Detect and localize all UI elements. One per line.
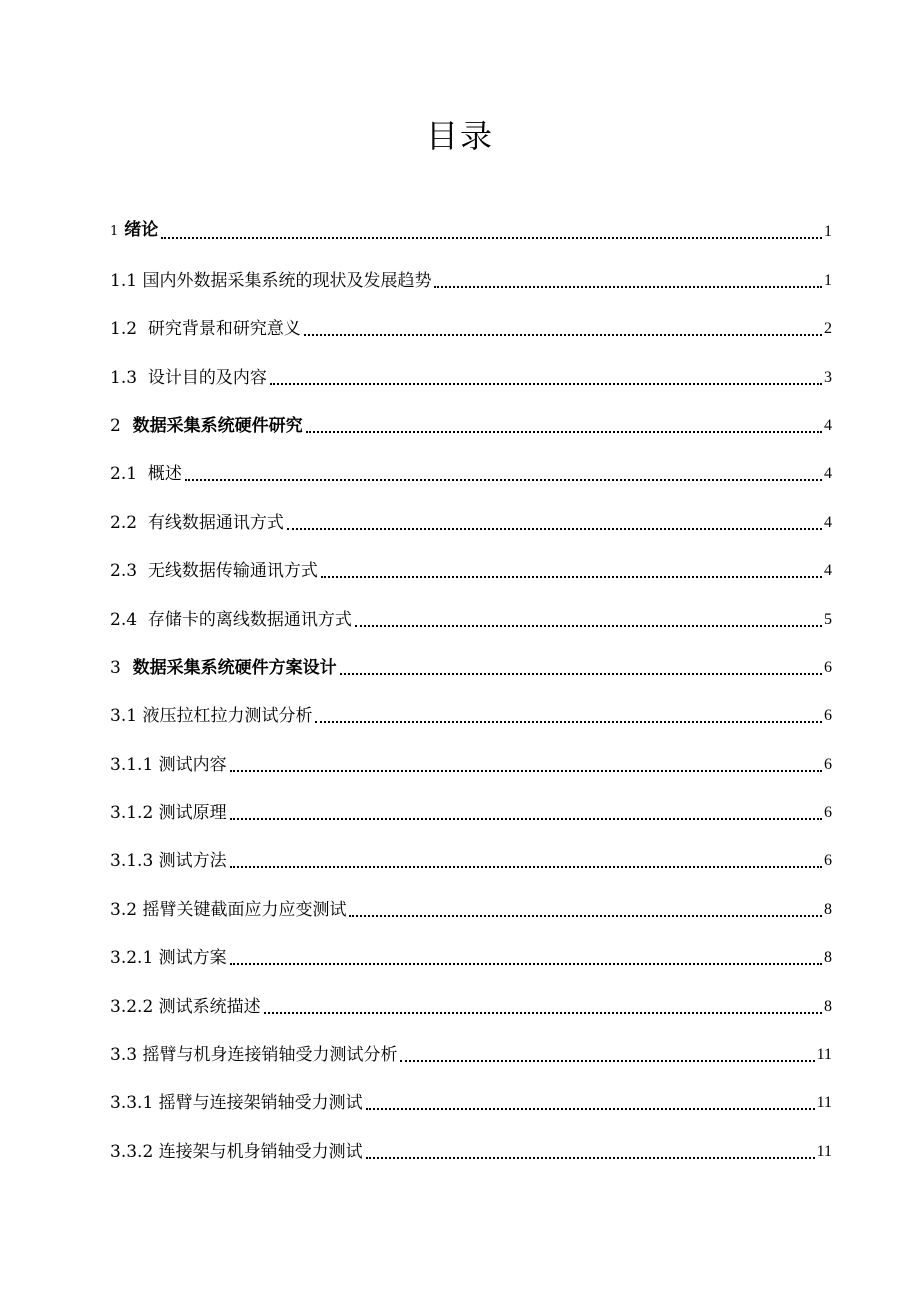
dot-leader xyxy=(230,963,822,965)
toc-entry[interactable] xyxy=(110,1023,832,1071)
toc-entry[interactable] xyxy=(110,200,832,248)
toc-entry-label xyxy=(110,269,431,297)
toc-entry-label xyxy=(110,608,352,636)
toc-entry-label xyxy=(110,414,303,442)
toc-entry-text: 测试系统描述 xyxy=(158,996,261,1017)
toc-entry-number: 3.3.1 xyxy=(110,1093,154,1114)
toc-entry-number: 2.4 xyxy=(110,609,138,630)
toc-entry-label xyxy=(110,946,227,974)
dot-leader xyxy=(434,286,822,288)
toc-entry-label xyxy=(110,462,182,490)
toc-entry-number: 2.1 xyxy=(110,464,138,485)
toc-entry-text: 液压拉杠拉力测试分析 xyxy=(142,706,313,727)
toc-entry-text: 无线数据传输通讯方式 xyxy=(147,561,318,582)
toc-entry[interactable] xyxy=(110,926,832,974)
dot-leader xyxy=(306,431,822,433)
toc-entry-label xyxy=(110,801,227,829)
toc-entry-text: 连接架与机身销轴受力测试 xyxy=(158,1141,363,1162)
toc-entry[interactable] xyxy=(110,781,832,829)
toc-entry-page: 1 xyxy=(824,223,832,241)
toc-entry-text: 测试内容 xyxy=(158,754,227,775)
toc-entry-number: 3.3 xyxy=(110,1045,138,1066)
dot-leader xyxy=(366,1108,815,1110)
toc-entry-text: 有线数据通讯方式 xyxy=(147,512,284,533)
toc-entry-page: 11 xyxy=(816,1142,832,1160)
dot-leader xyxy=(321,576,822,578)
dot-leader xyxy=(230,866,822,868)
toc-entry-number: 3.1.3 xyxy=(110,851,154,872)
toc-entry-number: 1.2 xyxy=(110,319,138,340)
toc-entry-text: 绪论 xyxy=(124,220,159,241)
toc-entry-number: 3.2.1 xyxy=(110,948,154,969)
dot-leader xyxy=(340,673,822,675)
toc-entry-page: 6 xyxy=(824,658,832,676)
toc-entry-page: 8 xyxy=(824,900,832,918)
table-of-contents xyxy=(110,200,832,1168)
dot-leader xyxy=(230,770,822,772)
toc-entry-number: 2.3 xyxy=(110,561,138,582)
toc-entry-text: 概述 xyxy=(147,464,182,485)
dot-leader xyxy=(270,383,822,385)
toc-entry[interactable] xyxy=(110,345,832,393)
toc-entry-number: 1 xyxy=(110,224,119,240)
toc-entry-number: 1.1 xyxy=(110,270,138,291)
toc-entry-text: 数据采集系统硬件研究 xyxy=(132,415,303,436)
toc-entry[interactable] xyxy=(110,1119,832,1167)
toc-entry-label xyxy=(110,753,227,781)
dot-leader xyxy=(366,1157,815,1159)
toc-entry-text: 摇臂关键截面应力应变测试 xyxy=(142,899,347,920)
dot-leader xyxy=(264,1012,822,1014)
toc-entry-page: 11 xyxy=(816,1094,832,1112)
page-title: 目录 xyxy=(425,117,494,155)
toc-entry[interactable] xyxy=(110,636,832,684)
toc-entry[interactable] xyxy=(110,442,832,490)
toc-entry-text: 数据采集系统硬件方案设计 xyxy=(132,657,337,678)
toc-entry-number: 3.2.2 xyxy=(110,996,154,1017)
toc-entry-text: 摇臂与连接架销轴受力测试 xyxy=(158,1093,363,1114)
toc-entry[interactable] xyxy=(110,394,832,442)
toc-entry-text: 研究背景和研究意义 xyxy=(147,319,301,340)
toc-entry[interactable] xyxy=(110,587,832,635)
toc-entry-label xyxy=(110,1140,363,1168)
toc-entry-label xyxy=(110,704,312,732)
toc-entry-number: 3.1.2 xyxy=(110,803,154,824)
dot-leader xyxy=(161,237,822,239)
toc-entry-number: 3.3.2 xyxy=(110,1141,154,1162)
toc-entry-page: 11 xyxy=(816,1046,832,1064)
toc-entry-label xyxy=(110,1043,397,1071)
toc-entry-label xyxy=(110,317,301,345)
toc-entry-number: 3.2 xyxy=(110,899,138,920)
toc-entry[interactable] xyxy=(110,539,832,587)
toc-entry-label xyxy=(110,898,346,926)
toc-entry-text: 测试方案 xyxy=(158,948,227,969)
toc-entry-number: 3.1.1 xyxy=(110,754,154,775)
toc-entry[interactable] xyxy=(110,490,832,538)
toc-entry-label xyxy=(110,366,267,394)
toc-entry-number: 2.2 xyxy=(110,512,138,533)
toc-entry-text: 国内外数据采集系统的现状及发展趋势 xyxy=(142,270,432,291)
dot-leader xyxy=(287,528,822,530)
dot-leader xyxy=(304,334,822,336)
toc-entry-page: 8 xyxy=(824,949,832,967)
toc-entry-page: 4 xyxy=(824,562,832,580)
toc-entry-text: 设计目的及内容 xyxy=(147,367,267,388)
toc-entry-text: 测试原理 xyxy=(158,803,227,824)
toc-entry-page: 6 xyxy=(824,755,832,773)
toc-entry-page: 6 xyxy=(824,852,832,870)
toc-entry-label xyxy=(110,1091,363,1119)
toc-entry[interactable] xyxy=(110,732,832,780)
toc-entry-page: 3 xyxy=(824,368,832,386)
toc-entry-text: 存储卡的离线数据通讯方式 xyxy=(147,609,352,630)
dot-leader xyxy=(400,1060,814,1062)
toc-entry-page: 6 xyxy=(824,707,832,725)
toc-entry[interactable] xyxy=(110,974,832,1022)
toc-entry-number: 3.1 xyxy=(110,706,138,727)
toc-entry-text: 测试方法 xyxy=(158,851,227,872)
dot-leader xyxy=(185,479,822,481)
toc-entry[interactable] xyxy=(110,684,832,732)
toc-entry[interactable] xyxy=(110,248,832,296)
toc-entry-text: 摇臂与机身连接销轴受力测试分析 xyxy=(142,1045,398,1066)
toc-entry-page: 1 xyxy=(824,271,832,289)
toc-entry-label xyxy=(110,849,227,877)
toc-entry[interactable] xyxy=(110,877,832,925)
toc-entry-page: 2 xyxy=(824,320,832,338)
toc-entry-label xyxy=(110,218,158,248)
toc-entry-page: 6 xyxy=(824,804,832,822)
toc-entry-page: 4 xyxy=(824,513,832,531)
toc-entry[interactable] xyxy=(110,829,832,877)
toc-entry-page: 4 xyxy=(824,416,832,434)
toc-entry[interactable] xyxy=(110,1071,832,1119)
dot-leader xyxy=(315,721,822,723)
toc-entry-label xyxy=(110,995,261,1023)
dot-leader xyxy=(349,915,822,917)
toc-entry-page: 4 xyxy=(824,465,832,483)
toc-entry[interactable] xyxy=(110,297,832,345)
toc-entry-label xyxy=(110,511,284,539)
toc-entry-label xyxy=(110,656,337,684)
toc-entry-page: 5 xyxy=(824,610,832,628)
toc-entry-number: 2 xyxy=(110,415,121,436)
toc-entry-label xyxy=(110,559,318,587)
dot-leader xyxy=(230,818,822,820)
toc-entry-number: 3 xyxy=(110,657,121,678)
dot-leader xyxy=(355,625,822,627)
toc-entry-number: 1.3 xyxy=(110,367,138,388)
toc-entry-page: 8 xyxy=(824,997,832,1015)
